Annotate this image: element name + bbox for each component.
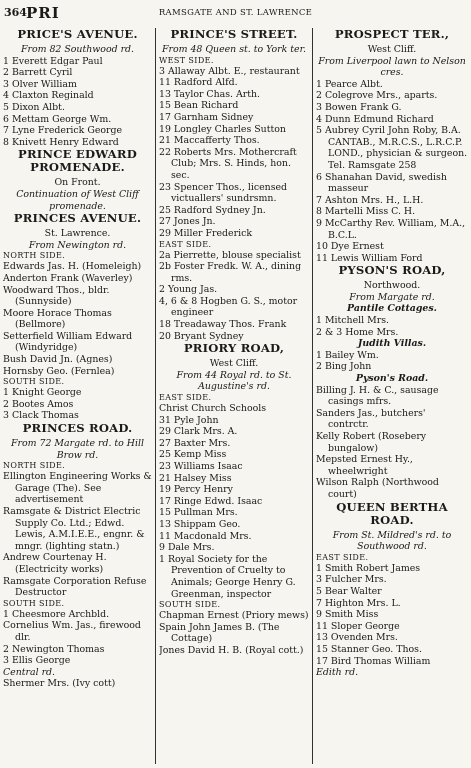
entry: 31 Pyle John bbox=[159, 414, 219, 426]
entry: 21 Halsey Miss bbox=[159, 472, 232, 484]
entry: Chapman Ernest (Priory mews) bbox=[159, 610, 309, 622]
entry: 13 Shippam Geo. bbox=[159, 518, 241, 530]
entry: 15 Bean Richard bbox=[159, 100, 239, 112]
entry: 27 Jones Jn. bbox=[159, 216, 216, 228]
entry: 23 Spencer Thos., licensed victuallers' sundrsmn. bbox=[159, 181, 288, 205]
entry: 9 Smith Miss bbox=[316, 609, 379, 621]
entry: Bush David Jn. (Agnes) bbox=[3, 354, 113, 366]
entry: 5 Dixon Albt. bbox=[3, 101, 65, 113]
entry: Setterfield William Edward (Windyridge) bbox=[3, 330, 133, 354]
entry: Billing J. H. & C., sausage casings mfrs. bbox=[316, 384, 439, 408]
entry: 3 Clack Thomas bbox=[3, 410, 79, 422]
entry: 13 Ovenden Mrs. bbox=[316, 632, 398, 644]
entry: 2 Bootes Amos bbox=[3, 398, 74, 410]
entry: 23 Williams Isaac bbox=[159, 461, 243, 472]
side-label: EAST SIDE. bbox=[159, 393, 212, 403]
route-note: From Liverpool lawn to Nelson cres. bbox=[318, 55, 466, 79]
entry: 25 Radford Sydney Jn. bbox=[159, 204, 266, 216]
locality: St. Lawrence. bbox=[44, 228, 111, 240]
entry: 4, 6 & 8 Hogben G. S., motor engineer bbox=[159, 295, 298, 319]
entry: 3 Ellis George bbox=[3, 655, 71, 667]
directory-column-3 bbox=[316, 28, 468, 764]
entry: 5 Bear Walter bbox=[316, 585, 382, 597]
entry: 25 Kemp Miss bbox=[159, 449, 227, 461]
entry: 1 Everett Edgar Paul bbox=[3, 55, 103, 67]
route-note: Continuation of West Cliff promenade. bbox=[16, 188, 139, 212]
entry: Sanders Jas., butchers' contrctr. bbox=[316, 407, 426, 431]
route-note: From St. Mildred's rd. to Southwood rd. bbox=[332, 529, 452, 553]
cross-street: Edith rd. bbox=[316, 667, 359, 679]
cross-street: Central rd. bbox=[3, 666, 56, 678]
entry: Hornsby Geo. (Fernlea) bbox=[3, 365, 115, 377]
locality: Northwood. bbox=[363, 280, 421, 292]
side-label: WEST SIDE. bbox=[159, 55, 214, 65]
entry: 3 Bowen Frank G. bbox=[316, 101, 402, 113]
side-label: SOUTH SIDE. bbox=[3, 377, 65, 387]
route-note: From 44 Royal rd. to St. Augustine's rd. bbox=[176, 369, 292, 393]
entry: 29 Miller Frederick bbox=[159, 227, 253, 239]
street-heading: PRINCES AVENUE. bbox=[13, 211, 142, 226]
entry: 2b Foster Fredk. W. A., dining rms. bbox=[159, 261, 302, 284]
route-note: From Newington rd. bbox=[28, 239, 127, 251]
entry: Ramsgate Corporation Refuse Destructor bbox=[3, 575, 147, 599]
section-prefix: PRI bbox=[26, 4, 60, 22]
locality: West Cliff. bbox=[367, 44, 417, 55]
entry: 1 Royal Society for the Prevention of Cruelty to Animals; George Henry G. Greenman, inspector bbox=[159, 553, 296, 600]
entry: Christ Church Schools bbox=[159, 403, 267, 415]
entry: Wilson Ralph (Northwood court) bbox=[316, 477, 439, 500]
entry: Woodward Thos., bldr. (Sunnyside) bbox=[3, 284, 110, 308]
entry: 17 Garnham Sidney bbox=[159, 111, 254, 123]
street-heading: PRIORY ROAD, bbox=[183, 341, 285, 356]
entry: 4 Dunn Edmund Richard bbox=[316, 113, 434, 125]
locality: West Cliff. bbox=[209, 358, 259, 370]
entry: 22 Roberts Mrs. Mothercraft Club; Mrs. S. Hinds, hon. sec. bbox=[159, 146, 297, 181]
entry: 11 Sloper George bbox=[316, 620, 400, 632]
directory-column-2 bbox=[159, 28, 309, 764]
entry: 2 Newington Thomas bbox=[3, 643, 105, 655]
directory-column-1 bbox=[3, 28, 152, 764]
entry: 8 Martelli Miss C. H. bbox=[316, 206, 416, 218]
entry: 4 Claxton Reginald bbox=[3, 90, 94, 102]
entry: 1 Cheesmore Archbld. bbox=[3, 608, 110, 620]
side-label: NORTH SIDE. bbox=[3, 461, 66, 471]
entry: 1 Knight George bbox=[3, 387, 82, 399]
entry: 17 Bird Thomas William bbox=[316, 655, 431, 667]
entry: 18 Treadaway Thos. Frank bbox=[159, 319, 287, 331]
entry: 9 McCarthy Rev. William, M.A., B.C.L. bbox=[316, 217, 466, 241]
street-heading: PROSPECT TER., bbox=[334, 28, 450, 41]
entry: 7 Highton Mrs. L. bbox=[316, 597, 401, 609]
entry: Cornelius Wm. Jas., firewood dlr. bbox=[3, 620, 141, 643]
entry: 7 Ashton Mrs. H., L.H. bbox=[316, 194, 424, 206]
entry: Ramsgate & District Electric Supply Co. Ltd.; Edwd. Lewis, A.M.I.E.E., engnr. & mngr. (lighting statn.) bbox=[3, 506, 145, 552]
street-heading: PYSON'S ROAD, bbox=[338, 263, 446, 278]
page-number: 364 bbox=[4, 6, 27, 19]
entry: Kelly Robert (Rosebery bungalow) bbox=[316, 431, 427, 454]
entry: 6 Shanahan David, swedish masseur bbox=[316, 171, 447, 195]
entry: 8 Knivett Henry Edward bbox=[3, 136, 119, 148]
entry: 1 Bailey Wm. bbox=[316, 349, 379, 361]
entry: 1 Mitchell Mrs. bbox=[316, 315, 389, 327]
entry: 29 Clark Mrs. A. bbox=[159, 426, 238, 438]
entry: 1 Smith Robert James bbox=[316, 562, 421, 574]
entry: 1 Pearce Albt. bbox=[316, 78, 383, 90]
column-divider bbox=[155, 28, 156, 764]
locality: On Front. bbox=[54, 177, 101, 189]
entry: 2 Bing John bbox=[316, 361, 372, 373]
entry: 11 Radford Alfd. bbox=[159, 77, 238, 89]
entry: 19 Longley Charles Sutton bbox=[159, 123, 286, 135]
entry: 20 Bryant Sydney bbox=[159, 330, 244, 342]
entry: Moore Horace Thomas (Bellmore) bbox=[3, 307, 112, 331]
entry: Andrew Courtenay H. (Electricity works) bbox=[3, 552, 107, 575]
route-note: From 48 Queen st. to York ter. bbox=[161, 44, 307, 55]
entry: 11 Macdonald Mrs. bbox=[159, 530, 252, 542]
entry: 3 Allaway Albt. E., restaurant bbox=[159, 65, 300, 77]
entry: 2a Pierrette, blouse specialist bbox=[159, 249, 301, 261]
entry: 2 & 3 Home Mrs. bbox=[316, 326, 399, 338]
route-note: From Margate rd. bbox=[349, 291, 435, 303]
entry: 17 Ringe Edwd. Isaac bbox=[159, 495, 263, 507]
entry: Shermer Mrs. (Ivy cott) bbox=[3, 678, 116, 690]
entry: 15 Pullman Mrs. bbox=[159, 507, 238, 519]
entry: 3 Fulcher Mrs. bbox=[316, 574, 387, 586]
street-heading: PRINCE EDWARD PROMENADE. bbox=[18, 147, 137, 175]
side-label: SOUTH SIDE. bbox=[159, 600, 221, 610]
entry: 7 Lyne Frederick George bbox=[3, 125, 123, 137]
street-heading: PRICE'S AVENUE. bbox=[17, 28, 138, 41]
side-label: EAST SIDE. bbox=[159, 239, 212, 249]
entry: 5 Aubrey Cyril John Roby, B.A. CANTAB., M.R.C.S., L.R.C.P. LOND., physician & surgeon. Tel. Ramsgate 258 bbox=[316, 125, 468, 171]
entry: Anderton Frank (Waverley) bbox=[3, 272, 133, 284]
side-label: NORTH SIDE. bbox=[3, 251, 66, 261]
sub-heading: Pyson's Road. bbox=[355, 373, 429, 385]
entry: Spain John James B. (The Cottage) bbox=[159, 621, 280, 645]
street-heading: PRINCE'S STREET. bbox=[170, 28, 298, 41]
street-heading: QUEEN BERTHA ROAD. bbox=[336, 499, 448, 527]
entry: 2 Barrett Cyril bbox=[3, 67, 73, 79]
entry: 15 Stanner Geo. Thos. bbox=[316, 643, 422, 655]
route-note: From 82 Southwood rd. bbox=[20, 44, 135, 55]
running-title: RAMSGATE AND ST. LAWRENCE bbox=[158, 8, 313, 18]
route-note: From 72 Margate rd. to Hill Brow rd. bbox=[11, 438, 144, 461]
entry: 6 Mettam George Wm. bbox=[3, 113, 112, 125]
entry: Edwards Jas. H. (Homeleigh) bbox=[3, 261, 142, 273]
street-heading: PRINCES ROAD. bbox=[22, 421, 133, 436]
column-divider bbox=[312, 28, 313, 764]
entry: 10 Dye Ernest bbox=[316, 241, 384, 253]
entry: 13 Taylor Chas. Arth. bbox=[159, 88, 261, 100]
sub-heading: Pantile Cottages. bbox=[347, 303, 437, 315]
entry: 21 Maccafferty Thos. bbox=[159, 135, 260, 147]
entry: Jones David H. B. (Royal cott.) bbox=[159, 644, 304, 656]
page-header bbox=[4, 4, 467, 26]
sub-heading: Judith Villas. bbox=[357, 338, 427, 350]
entry: 27 Baxter Mrs. bbox=[159, 437, 231, 449]
entry: 3 Olver William bbox=[3, 78, 77, 90]
entry: Ellington Engineering Works & Garage (The). See advertisement bbox=[3, 471, 152, 506]
side-label: EAST SIDE. bbox=[316, 552, 369, 562]
entry: 2 Colegrove Mrs., aparts. bbox=[316, 90, 438, 102]
entry: Mepsted Ernest Hy., wheelwright bbox=[316, 454, 413, 477]
side-label: SOUTH SIDE. bbox=[3, 598, 65, 608]
entry: 9 Dale Mrs. bbox=[159, 542, 215, 554]
entry: 19 Percy Henry bbox=[159, 484, 233, 496]
entry: 11 Lewis William Ford bbox=[316, 252, 423, 264]
entry: 2 Young Jas. bbox=[159, 284, 218, 296]
